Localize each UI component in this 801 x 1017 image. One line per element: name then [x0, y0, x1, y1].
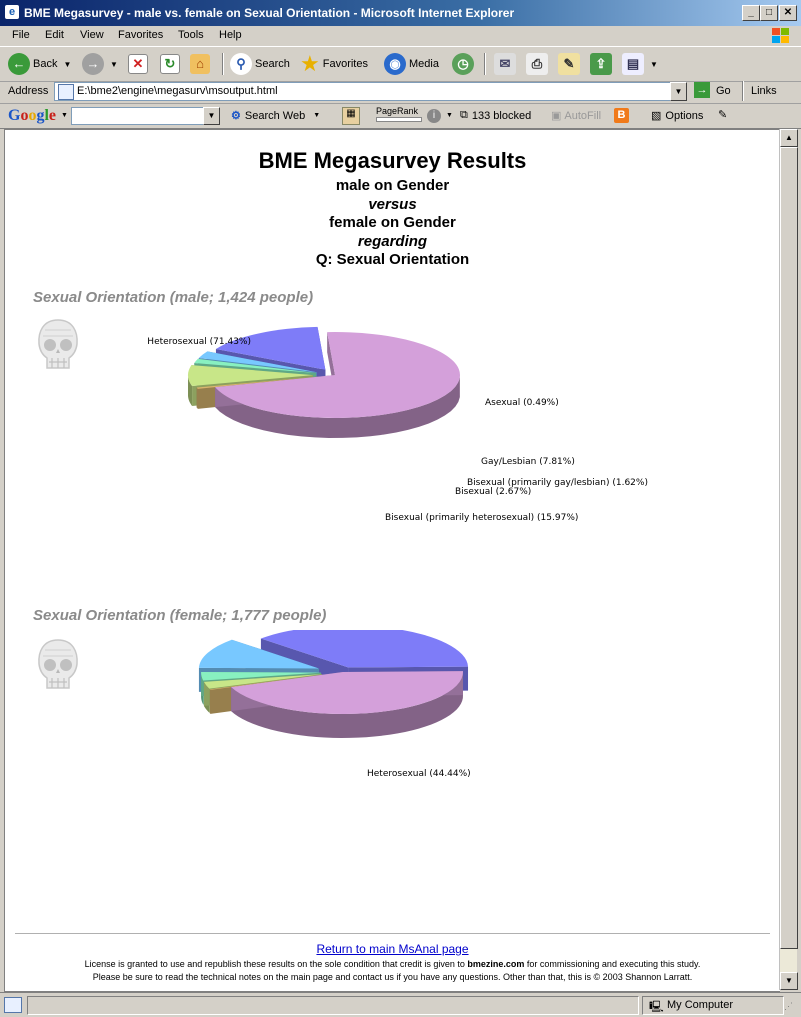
menu-tools[interactable]: Tools	[178, 29, 204, 41]
go-button[interactable]: → Go	[694, 82, 731, 98]
info-icon[interactable]: i	[427, 109, 441, 123]
pie-data-label: Bisexual (primarily heterosexual) (15.97%)	[385, 513, 579, 523]
page-subtitle-1: male on Gender	[335, 177, 450, 194]
options-icon: ▧	[651, 110, 662, 122]
google-search-input[interactable]	[71, 107, 207, 125]
menu-help[interactable]: Help	[219, 29, 242, 41]
title-bar	[0, 0, 801, 26]
pie-chart-female	[5, 630, 780, 835]
chevron-down-icon[interactable]: ▼	[110, 59, 118, 69]
media-globe-icon: ◉	[384, 53, 406, 75]
close-button[interactable]: ✕	[779, 5, 797, 21]
pencil-icon[interactable]: ✎	[718, 109, 728, 121]
refresh-icon: ↻	[160, 54, 180, 74]
messenger-button[interactable]	[590, 51, 612, 77]
stop-button[interactable]	[128, 51, 148, 77]
footer-notes: Please be sure to read the technical notes on the main page and contact us if you have any questions. Other than that, this is © 2003 Shannon Larratt.	[92, 972, 693, 982]
page-content	[4, 129, 780, 992]
google-logo[interactable]: Google	[8, 107, 57, 124]
page-title: BME Megasurvey Results	[258, 148, 527, 173]
go-arrow-icon: →	[694, 82, 710, 98]
pie-data-label: Heterosexual (71.43%)	[147, 337, 251, 347]
address-bar	[0, 81, 801, 104]
stop-icon: ✕	[128, 54, 148, 74]
page-subtitle-2: versus	[368, 196, 417, 213]
status-bar	[0, 992, 801, 1017]
page-done-icon	[4, 997, 22, 1013]
menu-edit[interactable]: Edit	[45, 29, 64, 41]
search-icon: ⚲	[230, 53, 252, 75]
star-icon: ★	[300, 51, 320, 76]
research-icon: ▤	[622, 53, 644, 75]
toolbar-separator	[222, 53, 224, 75]
address-url: E:\bme2\engine\megasurv\msoutput.html	[77, 85, 278, 97]
back-button[interactable]: ← Back ▼	[8, 51, 71, 77]
page-subtitle-3: female on Gender	[329, 214, 456, 231]
toolbar-separator	[484, 53, 486, 75]
pie-data-label: Heterosexual (44.44%)	[367, 769, 471, 779]
address-label: Address	[8, 85, 49, 97]
search-button[interactable]: ⚲ Search	[230, 51, 290, 77]
home-button[interactable]	[190, 51, 210, 77]
print-icon: ⎙	[526, 53, 548, 75]
mail-button[interactable]	[494, 51, 516, 77]
google-search-icon: ⚙	[231, 110, 241, 122]
minimize-button[interactable]: _	[742, 5, 760, 21]
page-icon	[58, 84, 74, 100]
edit-button[interactable]	[558, 51, 580, 77]
maximize-button[interactable]: □	[760, 5, 778, 21]
menu-bar	[0, 26, 801, 47]
refresh-button[interactable]	[160, 51, 180, 77]
ie-icon: e	[5, 5, 19, 19]
pagerank-bar	[376, 117, 422, 122]
chevron-down-icon[interactable]: ▼	[63, 59, 72, 69]
page-subtitle-5: Q: Sexual Orientation	[315, 251, 470, 268]
news-icon[interactable]: ▦	[342, 107, 360, 125]
pagerank-indicator[interactable]: PageRank	[376, 106, 422, 122]
autofill-icon: ▣	[551, 110, 562, 122]
scroll-up-button[interactable]: ▲	[780, 129, 798, 147]
chart-female-title: Sexual Orientation (female; 1,777 people)	[33, 607, 327, 624]
forward-button[interactable]	[82, 51, 118, 77]
messenger-icon: ⇪	[590, 53, 612, 75]
address-input[interactable]	[54, 82, 678, 101]
search-web-button[interactable]: ⚙ Search Web ▼	[231, 109, 321, 122]
menu-file[interactable]: File	[12, 29, 30, 41]
pie-data-label: Asexual (0.49%)	[485, 398, 559, 408]
pie-data-label: Gay/Lesbian (7.81%)	[481, 457, 575, 467]
windows-logo-icon	[769, 27, 793, 45]
popup-blocker-button[interactable]: ⧉ 133 blocked	[460, 109, 532, 122]
chevron-down-icon[interactable]: ▼	[650, 59, 658, 69]
menu-favorites[interactable]: Favorites	[118, 29, 164, 41]
address-dropdown-button[interactable]: ▼	[670, 82, 687, 101]
autofill-button[interactable]: ▣ AutoFill	[551, 109, 602, 122]
computer-icon: 🖳	[649, 1001, 664, 1013]
chevron-down-icon[interactable]: ▼	[313, 112, 321, 119]
print-button[interactable]	[526, 51, 548, 77]
footer-license: License is granted to use and republish these results on the sole condition that credit is given to bmezine.com for commissioning and executing this study.	[84, 959, 701, 969]
resize-grip[interactable]: ⋰	[784, 1001, 793, 1011]
toolbar-separator	[742, 81, 744, 101]
links-button[interactable]: Links	[751, 85, 777, 97]
google-toolbar	[0, 104, 801, 129]
status-pane-main	[27, 996, 639, 1015]
blogger-icon[interactable]: B	[614, 108, 629, 123]
footer-bmezine: bmezine.com	[467, 959, 525, 969]
forward-arrow-icon: →	[82, 53, 104, 75]
menu-view[interactable]: View	[80, 29, 104, 41]
chart-male-title: Sexual Orientation (male; 1,424 people)	[33, 289, 314, 306]
options-button[interactable]: ▧ Options	[651, 109, 704, 122]
pie-chart-male	[5, 310, 780, 540]
edit-icon: ✎	[558, 53, 580, 75]
chevron-down-icon[interactable]: ▼	[61, 112, 68, 119]
research-button[interactable]	[622, 51, 658, 77]
history-icon: ◷	[452, 53, 474, 75]
footer-divider	[15, 933, 770, 934]
popup-blocker-icon: ⧉	[460, 109, 468, 121]
back-arrow-icon: ←	[8, 53, 30, 75]
history-button[interactable]	[452, 51, 474, 77]
media-button[interactable]: ◉ Media	[384, 51, 439, 77]
page-subtitle-4: regarding	[357, 233, 428, 250]
scroll-thumb[interactable]	[780, 147, 798, 949]
scroll-down-button[interactable]: ▼	[780, 972, 798, 990]
status-pane-zone: 🖳 My Computer	[642, 996, 784, 1015]
favorites-button[interactable]: ★ Favorites	[300, 51, 368, 76]
pie-data-label: Bisexual (2.67%)	[455, 487, 532, 497]
mail-icon: ✉	[494, 53, 516, 75]
google-search-dropdown[interactable]: ▼	[203, 107, 220, 125]
return-main-link[interactable]: Return to main MsAnal page	[316, 942, 469, 956]
standard-toolbar	[0, 47, 801, 82]
vertical-scrollbar[interactable]	[779, 129, 797, 990]
chevron-down-icon[interactable]: ▼	[446, 112, 453, 119]
window-title: BME Megasurvey - male vs. female on Sexual Orientation - Microsoft Internet Explorer	[24, 6, 515, 20]
pie-data-label: Bisexual (primarily gay/lesbian) (1.62%)	[467, 478, 648, 488]
home-icon: ⌂	[190, 54, 210, 74]
